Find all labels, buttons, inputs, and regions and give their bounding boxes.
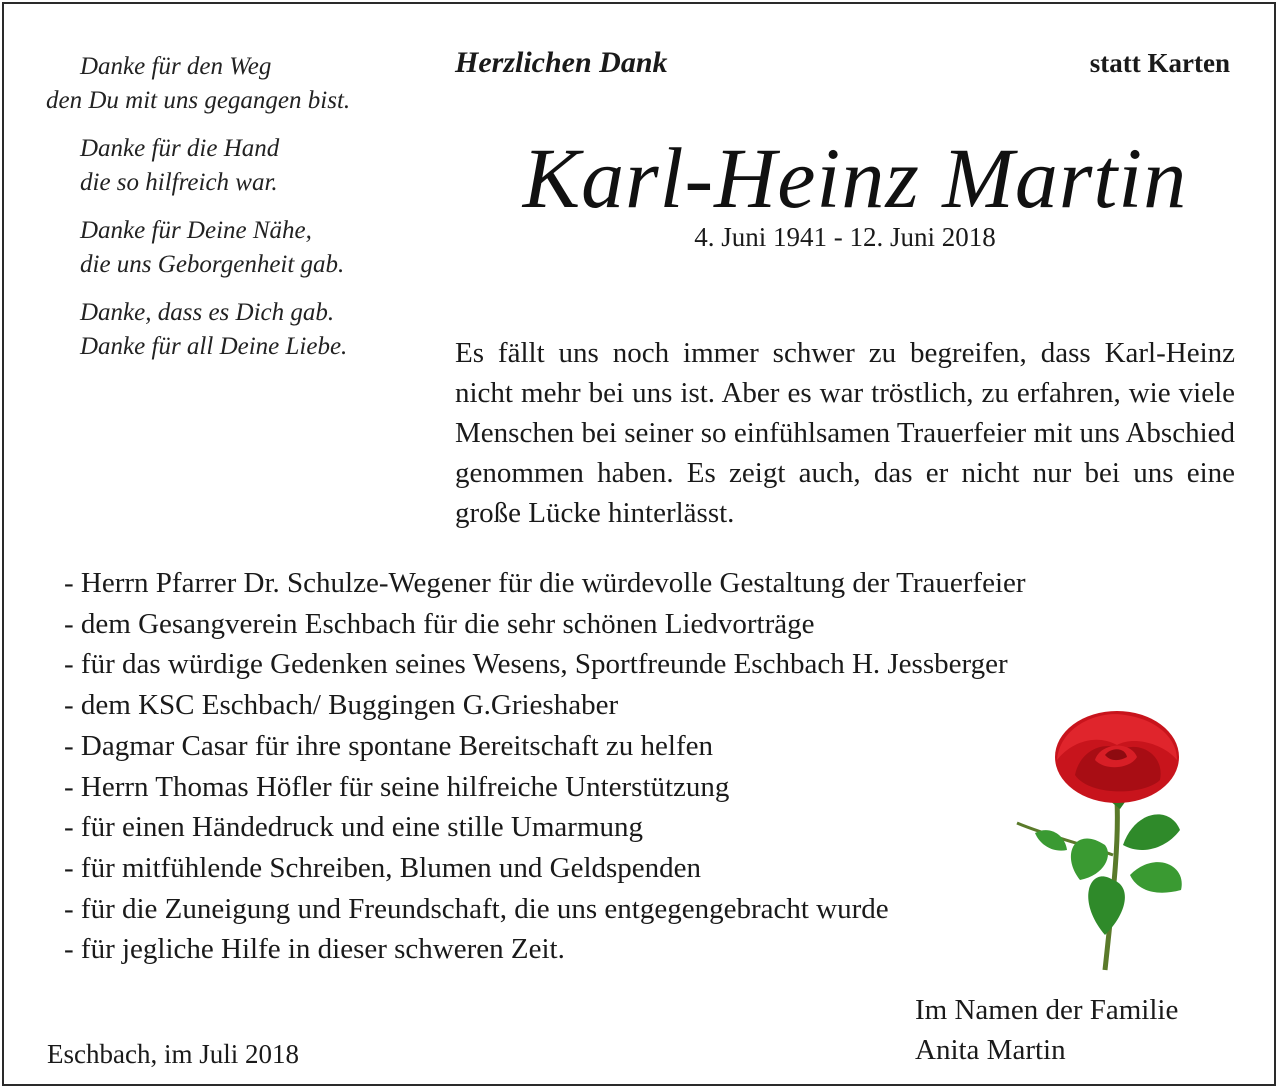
poem-line: Danke für die Hand	[80, 135, 280, 162]
thanks-item: - Herrn Thomas Höfler für seine hilfreiche Unterstützung	[64, 770, 730, 803]
thank-you-paragraph: Es fällt uns noch immer schwer zu begreifen, dass Karl-Heinz nicht mehr bei uns ist. Aber es war tröstlich, zu erfahren, wie viele Menschen bei seiner so einfühlsamen Trauerfeier mit uns Abschied genommen haben. Es zeigt auch, das er nicht nur bei uns eine große Lücke hinterlässt.	[455, 337, 1235, 529]
poem-stanza	[40, 296, 420, 364]
leaf-shape	[1071, 838, 1108, 880]
poem-stanza	[40, 214, 420, 282]
thanks-item: - für die Zuneigung und Freundschaft, die uns entgegengebracht wurde	[64, 892, 889, 925]
life-dates: 4. Juni 1941 - 12. Juni 2018	[694, 222, 996, 252]
thanks-item: - für einen Händedruck und eine stille Umarmung	[64, 811, 644, 844]
leaf-shape	[1035, 830, 1067, 850]
thanks-item: - dem KSC Eschbach/ Buggingen G.Grieshaber	[64, 689, 619, 722]
thanks-item: - Dagmar Casar für ihre spontane Bereitschaft zu helfen	[64, 729, 714, 762]
thanks-item: - dem Gesangverein Eschbach für die sehr schönen Liedvorträge	[64, 607, 815, 640]
poem-line: den Du mit uns gegangen bist.	[46, 87, 351, 114]
place-date: Eschbach, im Juli 2018	[47, 1039, 299, 1069]
leaf-shape	[1123, 814, 1180, 850]
thanks-item: - Herrn Pfarrer Dr. Schulze-Wegener für die würdevolle Gestaltung der Trauerfeier	[64, 567, 1026, 599]
leaf-shape	[1130, 862, 1182, 893]
deceased-name: Karl-Heinz Martin	[522, 130, 1188, 226]
poem-line: Danke für Deine Nähe,	[80, 217, 312, 244]
poem-line: Danke, dass es Dich gab.	[80, 299, 335, 326]
signature-name: Anita Martin	[915, 1034, 1066, 1066]
poem-line: Danke für all Deine Liebe.	[80, 333, 348, 360]
thanks-item: - für mitfühlende Schreiben, Blumen und Geldspenden	[64, 851, 702, 884]
red-rose-icon	[1005, 705, 1205, 975]
signature-line: Im Namen der Familie	[915, 994, 1179, 1026]
thanks-item: - für das würdige Gedenken seines Wesens, Sportfreunde Eschbach H. Jessberger	[64, 648, 1008, 681]
poem-line: die uns Geborgenheit gab.	[80, 251, 345, 278]
poem	[40, 50, 420, 378]
leaf-shape	[1088, 876, 1125, 935]
thanks-list	[64, 563, 1044, 970]
poem-stanza	[40, 132, 420, 200]
heading-herzlichen-dank: Herzlichen Dank	[455, 46, 668, 79]
poem-line: Danke für den Weg	[80, 53, 272, 80]
statt-karten-label: statt Karten	[1089, 48, 1230, 78]
signature-block	[915, 990, 1178, 1070]
poem-line: die so hilfreich war.	[80, 169, 278, 196]
thanks-item: - für jegliche Hilfe in dieser schweren Zeit.	[64, 933, 565, 966]
poem-stanza	[40, 50, 420, 118]
